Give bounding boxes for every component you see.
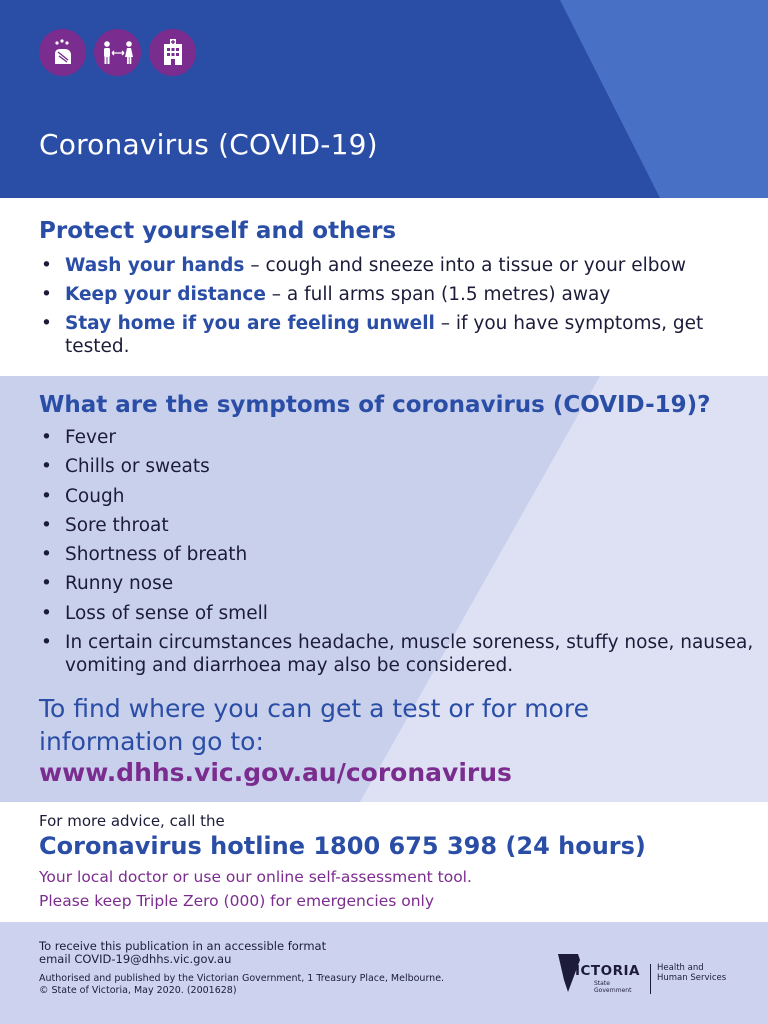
list-item xyxy=(39,283,759,306)
list-item: • Shortness of breath xyxy=(39,543,759,566)
symptoms-heading: What are the symptoms of coronavirus (COVID-19)? xyxy=(39,392,711,418)
list-item xyxy=(39,312,759,358)
list-item: • Loss of sense of smell xyxy=(39,602,759,625)
hotline-number: Coronavirus hotline 1800 675 398 (24 hours) xyxy=(39,832,646,860)
victoria-logo xyxy=(556,950,727,996)
logo-divider xyxy=(650,964,651,994)
footer xyxy=(0,922,768,1024)
protect-text: – if you have symptoms, get tested. xyxy=(65,313,704,357)
advice-section xyxy=(0,802,768,922)
symptoms-section xyxy=(0,376,768,802)
protect-keyword: Keep your distance xyxy=(65,284,266,305)
protect-text: – cough and sneeze into a tissue or your elbow xyxy=(244,255,686,276)
protect-text: – a full arms span (1.5 metres) away xyxy=(265,284,611,305)
hand-washing-icon xyxy=(39,29,86,76)
symptoms-list xyxy=(39,426,759,683)
authorisation-note xyxy=(39,973,444,997)
list-item: • In certain circumstances headache, muscle soreness, stuffy nose, nausea, vomiting and diarrhoea may also be considered. xyxy=(39,631,759,677)
distance-icon xyxy=(94,29,141,76)
advice-intro: For more advice, call the xyxy=(39,812,225,830)
logo-subtitle: State Government xyxy=(594,980,632,994)
accessible-format-note xyxy=(39,940,326,966)
protect-keyword: Wash your hands xyxy=(65,255,245,276)
accessible-line: To receive this publication in an accessible format xyxy=(39,939,327,953)
hospital-icon xyxy=(149,29,196,76)
protect-list xyxy=(39,254,759,364)
find-info-text: To find where you can get a test or for more information go to: xyxy=(39,694,589,756)
authorised-line: Authorised and published by the Victorian Government, 1 Treasury Place, Melbourne. xyxy=(39,973,445,984)
header-icons xyxy=(39,29,196,76)
protect-keyword: Stay home if you are feeling unwell xyxy=(65,313,435,334)
victoria-map-icon xyxy=(556,950,646,996)
dhhs-link[interactable]: www.dhhs.vic.gov.au/coronavirus xyxy=(39,758,512,787)
department-name: Health and Human Services xyxy=(657,963,727,983)
logo-word: VICTORIA xyxy=(564,963,640,979)
protect-heading: Protect yourself and others xyxy=(39,218,397,244)
accessible-email: email COVID-19@dhhs.vic.gov.au xyxy=(39,952,232,966)
list-item: • Runny nose xyxy=(39,572,759,595)
list-item xyxy=(39,254,759,277)
list-item: • Cough xyxy=(39,485,759,508)
copyright-line: © State of Victoria, May 2020. (2001628) xyxy=(39,985,237,996)
list-item: • Sore throat xyxy=(39,514,759,537)
advice-line-doctor: Your local doctor or use our online self-assessment tool. xyxy=(39,868,472,886)
protect-section xyxy=(0,198,768,376)
header-banner xyxy=(0,0,768,198)
list-item: • Fever xyxy=(39,426,759,449)
advice-line-emergency: Please keep Triple Zero (000) for emergencies only xyxy=(39,892,435,910)
list-item: • Chills or sweats xyxy=(39,455,759,478)
page-title: Coronavirus (COVID-19) xyxy=(39,128,378,161)
